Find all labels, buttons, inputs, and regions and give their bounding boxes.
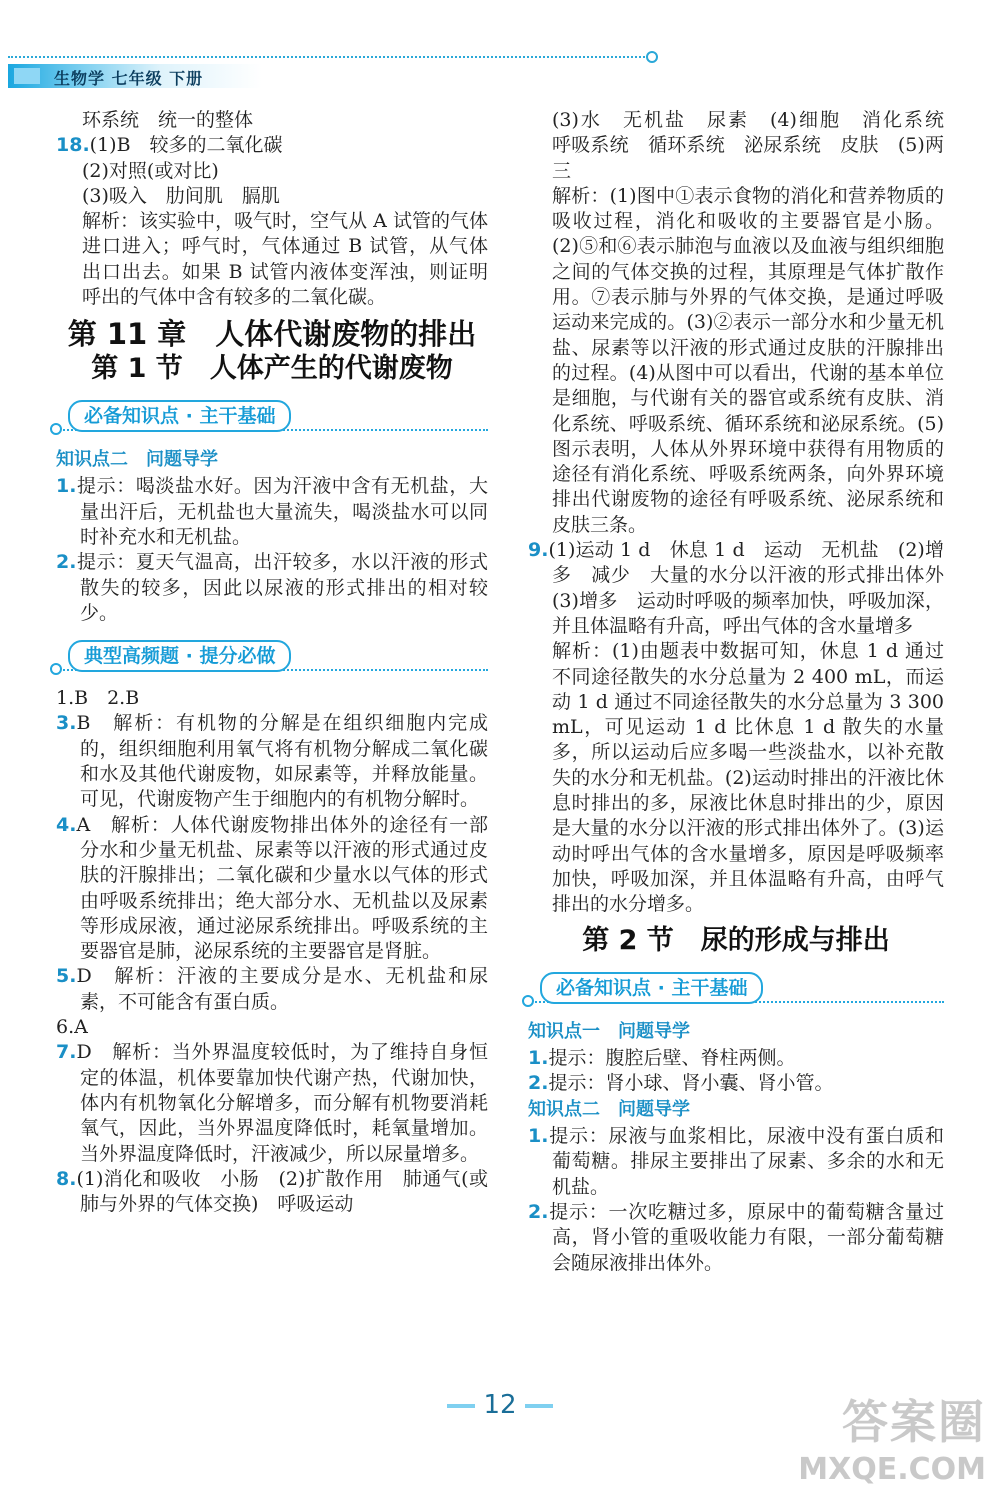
answer-item [56, 711, 488, 812]
answer-item [56, 813, 488, 965]
section-title: 第 2 节 尿的形成与排出 [582, 924, 890, 956]
book-title: 生物学 七年级 下册 [54, 69, 204, 88]
item-number: 8. [56, 1167, 77, 1190]
banner-basics [528, 968, 944, 1008]
knowledge-point-heading: 知识点二 问题导学 [56, 449, 218, 471]
banner-label: 必备知识点 · 主干基础 [540, 972, 763, 1004]
right-column [528, 108, 964, 1276]
item-number: 7. [56, 1041, 77, 1064]
item-number: 1. [56, 475, 77, 498]
answer-18-explanation: 解析：该实验中，吸气时，空气从 A 试管的气体进口进入；呼气时，气体通过 B 试管，从气体出口出去。如果 B 试管内液体变浑浊，则证明呼出的气体中含有较多的二氧化碳。 [82, 210, 488, 309]
chapter-title: 第 11 章 人体代谢废物的排出 [67, 317, 477, 352]
item-text: 提示：夏天气温高，出汗较多，水以汗液的形式散失的较多，因此以尿液的形式排出的相对较少。 [76, 551, 488, 624]
answer-item [56, 1167, 488, 1218]
banner-label: 必备知识点 · 主干基础 [68, 400, 291, 432]
answer-18-line1 [56, 133, 488, 158]
answer-9-explanation: 解析：(1)由题表中数据可知，休息 1 d 通过不同途径散失的水分总量为 2 400 mL，而运动 1 d 通过不同途径散失的水分总量为 3 300 mL，可见运动 1 d 比休息 1 d 散失的水量多，所以运动后应多喝一些淡盐水，以补充散失的水分和无机盐。(2)运动时排出的汗液比休息时排出的多，尿液比休息时排出的少，原因是大量的水分以汗液的形式排出体外了。(3)运动时呼出气体的含水量增多，原因是呼吸频率加快，呼吸加深，并且体温略有升高，由呼气排出的水分增多。 [552, 640, 944, 916]
item-text: (1)运动 1 d 休息 1 d 运动 无机盐 (2)增多 减少 大量的水分以汗液的形式排出体外 (3)增多 运动时呼吸的频率加快，呼吸加深，并且体温略有升高，呼出气体的含水量增多 [548, 539, 964, 637]
item-text: B 解析：有机物的分解是在组织细胞内完成的，组织细胞利用氧气将有机物分解成二氧化碳和水及其他代谢废物，如尿素等，并释放能量。可见，代谢废物产生于细胞内的有机物分解时。 [76, 712, 488, 811]
answer-8-explanation: 解析：(1)图中①表示食物的消化和营养物质的吸收过程，消化和吸收的主要器官是小肠。(2)⑤和⑥表示肺泡与血液以及血液与组织细胞之间的气体交换的过程，其原理是气体扩散作用。⑦表示肺与外界的气体交换，是通过呼吸运动来完成的。(3)②表示一部分水和少量无机盐、尿素等以汗液的形式通过皮肤的汗腺排出的过程。(4)从图中可以看出，代谢的基本单位是细胞，与代谢有关的器官或系统有皮肤、消化系统、呼吸系统、循环系统和泌尿系统。(5)图示表明，人体从外界环境中获得有用物质的途径有消化系统、呼吸系统两条，向外界环境排出代谢废物的途径有呼吸系统、泌尿系统和皮肤三条。 [552, 184, 944, 536]
item-number: 2. [528, 1071, 549, 1094]
answer-item [528, 538, 964, 639]
item-text: 提示：喝淡盐水好。因为汗液中含有无机盐，大量出汗后，无机盐也大量流失，喝淡盐水可以同时补充水和无机盐。 [76, 475, 488, 548]
item-number: 5. [56, 965, 77, 988]
footer-deco-left [447, 1404, 475, 1408]
item-number: 1. [528, 1125, 549, 1148]
answer-text: (1)B 较多的二氧化碳 [89, 134, 283, 157]
banner-high-frequency [56, 636, 488, 676]
item-text: A 解析：人体代谢废物排出体外的途径有一部分水和少量无机盐、尿素等以汗液的形式通过皮肤的汗腺排出；二氧化碳和少量水以气体的形式由呼吸系统排出；绝大部分水、无机盐以及尿素等形成尿液，通过泌尿系统排出。呼吸系统的主要器官是肺，泌尿系统的主要器官是肾脏。 [76, 813, 488, 963]
answer-18-line3: (3)吸入 肋间肌 膈肌 [82, 184, 280, 207]
watermark [798, 1386, 986, 1487]
answers-1-2: 1.B 2.B [56, 687, 140, 710]
answer-item [56, 964, 488, 1015]
banner-dot [50, 423, 62, 435]
banner-basics [56, 396, 488, 436]
footer-deco-right [525, 1404, 553, 1408]
item-text: 提示：尿液与血浆相比，尿液中没有蛋白质和葡萄糖。排尿主要排出了尿素、多余的水和无机盐。 [548, 1125, 944, 1198]
header-rule-dot [646, 51, 658, 63]
knowledge-point-heading: 知识点二 问题导学 [528, 1099, 690, 1121]
watermark-logo-text: 答案圈 [842, 1395, 986, 1449]
header-tag [8, 64, 262, 88]
header-rule [8, 56, 656, 58]
page-number: 12 [483, 1390, 517, 1420]
answer-number: 18. [56, 134, 90, 157]
left-column [56, 108, 488, 1217]
knowledge-point-heading: 知识点一 问题导学 [528, 1020, 690, 1042]
item-text: D 解析：汗液的主要成分是水、无机盐和尿素，不可能含有蛋白质。 [76, 965, 488, 1013]
item-number: 9. [528, 539, 549, 562]
section-title: 第 1 节 人体产生的代谢废物 [91, 353, 453, 385]
item-number: 4. [56, 813, 77, 836]
header-tag-block [14, 68, 40, 84]
item-number: 3. [56, 712, 77, 735]
prompt-item [528, 1071, 944, 1096]
banner-label: 典型高频题 · 提分必做 [68, 640, 291, 672]
answer-18-line2: (2)对照(或对比) [82, 159, 219, 182]
answer-6: 6.A [56, 1016, 88, 1039]
prompt-item [528, 1200, 944, 1276]
item-text: 提示：一次吃糖过多，原尿中的葡萄糖含量过高，肾小管的重吸收能力有限，一部分葡萄糖会随尿液排出体外。 [548, 1200, 944, 1274]
item-text: 提示：腹腔后壁、脊柱两侧。 [548, 1046, 796, 1069]
answer-item [56, 1040, 488, 1166]
prompt-item [56, 550, 488, 626]
prompt-item [528, 1046, 944, 1071]
item-number: 2. [56, 551, 77, 574]
banner-dot [522, 995, 534, 1007]
item-text: 提示：肾小球、肾小囊、肾小管。 [548, 1071, 834, 1094]
prompt-item [528, 1124, 944, 1200]
prompt-item [56, 474, 488, 550]
watermark-url: MXQE.COM [798, 1452, 986, 1487]
item-number: 2. [528, 1200, 549, 1223]
answer-8-continued: (3)水 无机盐 尿素 (4)细胞 消化系统 呼吸系统 循环系统 泌尿系统 皮肤 (5)两 三 [552, 109, 964, 182]
banner-dot [50, 663, 62, 675]
item-text: (1)消化和吸收 小肠 (2)扩散作用 肺通气(或肺与外界的气体交换) 呼吸运动 [76, 1167, 488, 1216]
item-text: D 解析：当外界温度较低时，为了维持自身恒定的体温，机体要靠加快代谢产热，代谢加快，体内有机物氧化分解增多，而分解有机物要消耗氧气，因此，当外界温度降低时，耗氧量增加。当外界温度降低时，汗液减少，所以尿量增多。 [76, 1041, 488, 1165]
continued-answer: 环系统 统一的整体 [82, 109, 254, 131]
item-number: 1. [528, 1046, 549, 1069]
